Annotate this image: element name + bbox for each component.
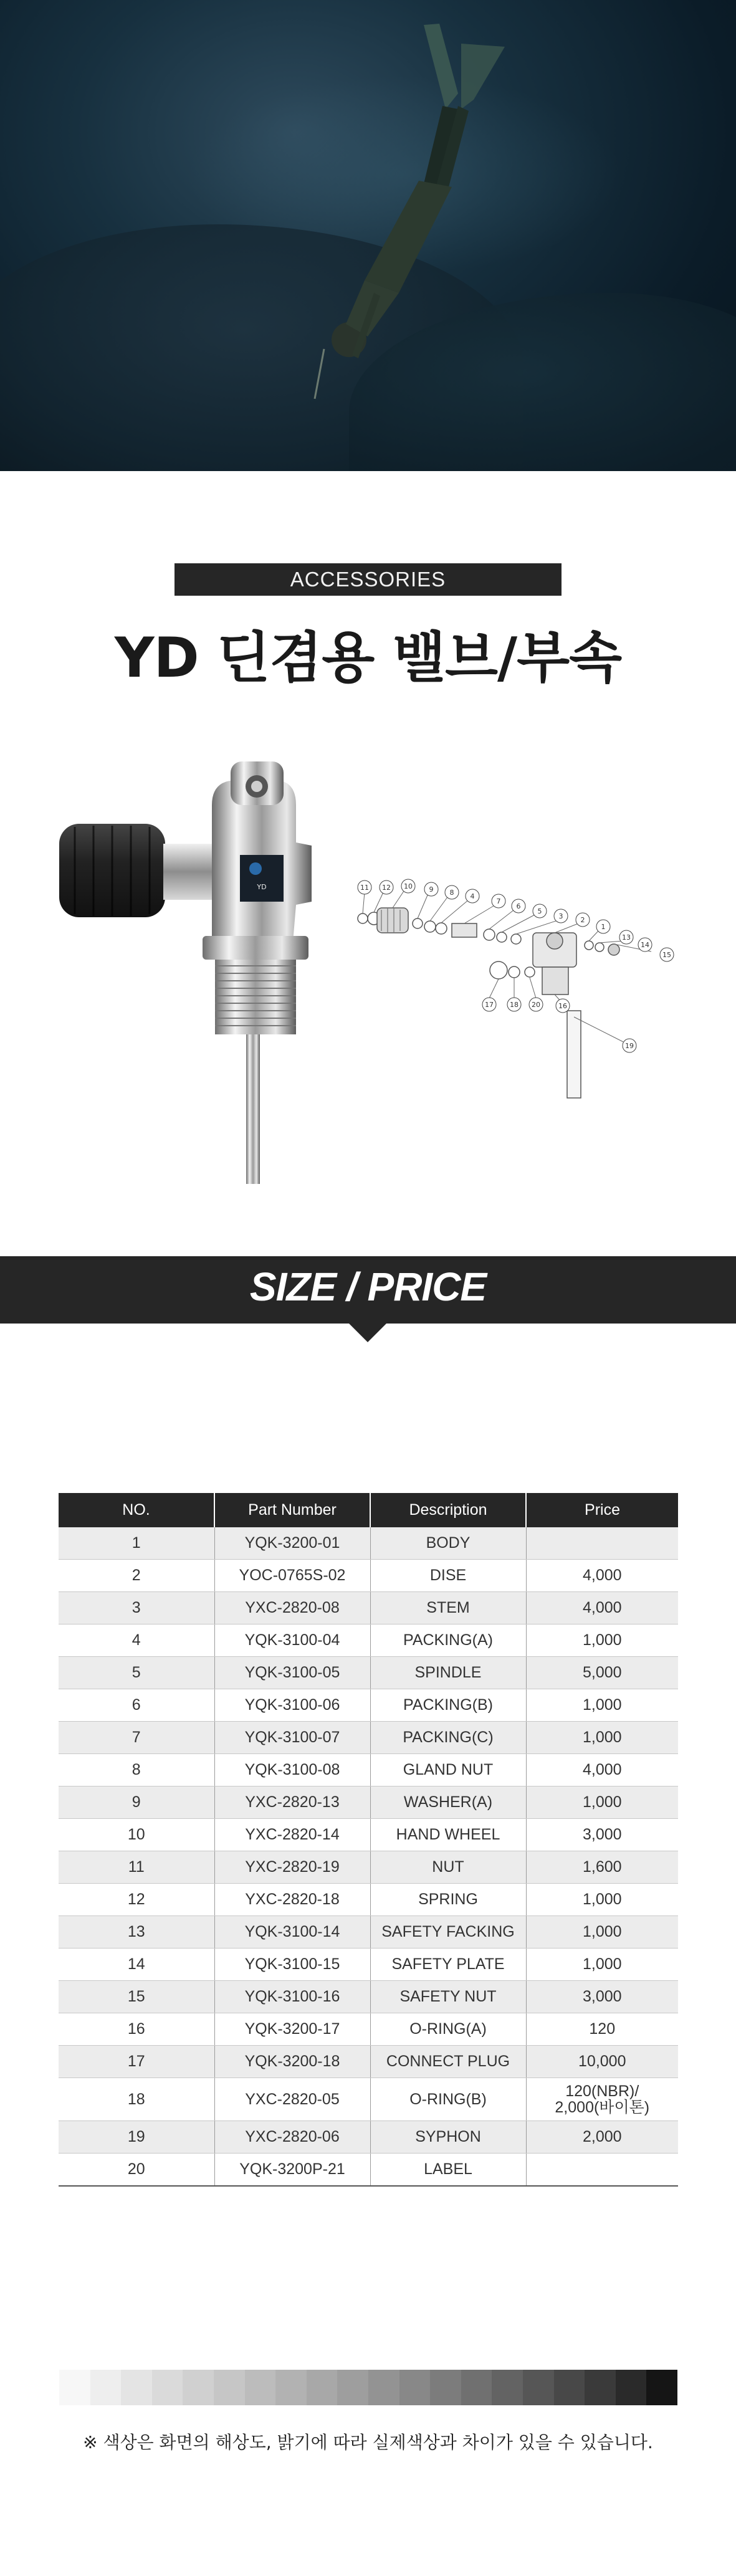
- cell-part: YQK-3100-14: [214, 1916, 370, 1949]
- gray-swatch: [523, 2370, 554, 2405]
- svg-text:13: 13: [622, 933, 631, 942]
- gray-swatch: [492, 2370, 523, 2405]
- cell-price: 1,000: [526, 1624, 678, 1657]
- svg-text:20: 20: [532, 1001, 540, 1009]
- column-header-part-number: Part Number: [214, 1493, 370, 1527]
- cell-desc: GLAND NUT: [370, 1754, 526, 1787]
- cell-part: YXC-2820-06: [214, 2121, 370, 2154]
- cell-part: YQK-3200-17: [214, 2013, 370, 2046]
- cell-desc: SAFETY NUT: [370, 1981, 526, 2013]
- cell-no: 10: [59, 1819, 214, 1851]
- cell-desc: O-RING(B): [370, 2078, 526, 2121]
- cell-price: [526, 1527, 678, 1560]
- cell-price: 4,000: [526, 1560, 678, 1592]
- cell-price-line1: 120(NBR)/: [565, 2082, 639, 2100]
- gray-swatch: [307, 2370, 338, 2405]
- page-title: YD 딘겸용 밸브/부속: [114, 626, 622, 690]
- gray-swatch: [430, 2370, 461, 2405]
- cell-desc: CONNECT PLUG: [370, 2046, 526, 2078]
- cell-desc: SPINDLE: [370, 1657, 526, 1689]
- table-row: [59, 1949, 678, 1981]
- cell-price: [526, 2078, 678, 2121]
- cell-no: 9: [59, 1787, 214, 1819]
- section-title: SIZE / PRICE: [249, 1264, 487, 1309]
- gray-swatch: [121, 2370, 152, 2405]
- table-row: [59, 1527, 678, 1560]
- svg-text:4: 4: [470, 892, 475, 900]
- cell-part: YXC-2820-14: [214, 1819, 370, 1851]
- cell-desc: PACKING(A): [370, 1624, 526, 1657]
- cell-desc: NUT: [370, 1851, 526, 1884]
- table-row: [59, 1689, 678, 1722]
- svg-text:7: 7: [496, 897, 501, 905]
- cell-no: 17: [59, 2046, 214, 2078]
- table-row: [59, 1787, 678, 1819]
- cell-part: YQK-3100-15: [214, 1949, 370, 1981]
- cell-part: YQK-3100-08: [214, 1754, 370, 1787]
- cell-part: YXC-2820-13: [214, 1787, 370, 1819]
- cell-no: 1: [59, 1527, 214, 1560]
- gray-swatch: [337, 2370, 368, 2405]
- table-row: [59, 2013, 678, 2046]
- svg-text:8: 8: [449, 889, 454, 897]
- cell-price: 4,000: [526, 1754, 678, 1787]
- table-row: [59, 1981, 678, 2013]
- cell-no: 3: [59, 1592, 214, 1624]
- gray-swatch: [245, 2370, 276, 2405]
- table-row: [59, 2046, 678, 2078]
- cell-no: 11: [59, 1851, 214, 1884]
- cell-desc: WASHER(A): [370, 1787, 526, 1819]
- cell-price: 1,000: [526, 1949, 678, 1981]
- gray-swatch: [90, 2370, 122, 2405]
- cell-part: YQK-3200-01: [214, 1527, 370, 1560]
- svg-text:12: 12: [382, 884, 391, 892]
- cell-price: 10,000: [526, 2046, 678, 2078]
- cell-desc: LABEL: [370, 2154, 526, 2187]
- svg-text:6: 6: [516, 902, 521, 910]
- cell-price: 120: [526, 2013, 678, 2046]
- table-header-row: [59, 1493, 678, 1527]
- svg-text:15: 15: [662, 951, 671, 959]
- table-row: [59, 1819, 678, 1851]
- cell-no: 4: [59, 1624, 214, 1657]
- cell-desc: O-RING(A): [370, 2013, 526, 2046]
- valve-label-text: YD: [257, 883, 267, 891]
- cell-price: 1,000: [526, 1916, 678, 1949]
- table-row: [59, 1916, 678, 1949]
- gray-swatch: [214, 2370, 245, 2405]
- cell-no: 15: [59, 1981, 214, 2013]
- cell-part: YQK-3100-04: [214, 1624, 370, 1657]
- cell-price: 1,000: [526, 1722, 678, 1754]
- price-table: [59, 1493, 678, 2187]
- gray-swatch: [59, 2370, 90, 2405]
- cell-part: YQK-3100-07: [214, 1722, 370, 1754]
- cell-desc: PACKING(B): [370, 1689, 526, 1722]
- cell-desc: PACKING(C): [370, 1722, 526, 1754]
- cell-desc: SPRING: [370, 1884, 526, 1916]
- cell-desc: BODY: [370, 1527, 526, 1560]
- banner-arrow: [349, 1324, 386, 1342]
- svg-text:1: 1: [601, 923, 606, 931]
- gray-swatch: [183, 2370, 214, 2405]
- product-image-area: [0, 737, 736, 1210]
- cell-desc: DISE: [370, 1560, 526, 1592]
- cell-no: 8: [59, 1754, 214, 1787]
- svg-text:19: 19: [625, 1042, 634, 1050]
- column-header-price: Price: [526, 1493, 678, 1527]
- svg-text:2: 2: [580, 916, 585, 924]
- gray-swatch: [399, 2370, 431, 2405]
- cell-part: YOC-0765S-02: [214, 1560, 370, 1592]
- cell-price: 4,000: [526, 1592, 678, 1624]
- cell-no: 6: [59, 1689, 214, 1722]
- gray-swatch: [646, 2370, 677, 2405]
- cell-part: YQK-3100-05: [214, 1657, 370, 1689]
- table-row: [59, 1851, 678, 1884]
- column-header-description: Description: [370, 1493, 526, 1527]
- cell-no: 2: [59, 1560, 214, 1592]
- size-price-banner: [0, 1256, 736, 1324]
- cell-price: 3,000: [526, 1819, 678, 1851]
- cell-no: 16: [59, 2013, 214, 2046]
- cell-desc: SAFETY PLATE: [370, 1949, 526, 1981]
- cell-part: YQK-3200-18: [214, 2046, 370, 2078]
- table-row: [59, 1754, 678, 1787]
- cell-price: 1,600: [526, 1851, 678, 1884]
- cell-price: 3,000: [526, 1981, 678, 2013]
- svg-text:9: 9: [429, 885, 434, 894]
- gray-swatch: [616, 2370, 647, 2405]
- svg-text:14: 14: [641, 941, 649, 949]
- category-badge: ACCESSORIES: [174, 563, 562, 596]
- table-row: [59, 2121, 678, 2154]
- table-row: [59, 2078, 678, 2121]
- exploded-parts-diagram: [358, 879, 674, 1098]
- cell-desc: SYPHON: [370, 2121, 526, 2154]
- cell-desc: SAFETY FACKING: [370, 1916, 526, 1949]
- cell-no: 18: [59, 2078, 214, 2121]
- valve-product-illustration: [0, 737, 736, 1210]
- gray-swatch: [554, 2370, 585, 2405]
- gray-swatch: [152, 2370, 183, 2405]
- cell-no: 20: [59, 2154, 214, 2187]
- color-gradient-scale: [59, 2370, 677, 2405]
- svg-text:10: 10: [404, 882, 413, 890]
- table-row: [59, 1722, 678, 1754]
- color-notice: ※ 색상은 화면의 해상도, 밝기에 따라 실제색상과 차이가 있을 수 있습니다.: [83, 2432, 653, 2453]
- gray-swatch: [275, 2370, 307, 2405]
- cell-part: YXC-2820-05: [214, 2078, 370, 2121]
- cell-no: 5: [59, 1657, 214, 1689]
- gray-swatch: [461, 2370, 492, 2405]
- table-row: [59, 1624, 678, 1657]
- cell-price: 1,000: [526, 1689, 678, 1722]
- cell-part: YQK-3100-06: [214, 1689, 370, 1722]
- table-row: [59, 1884, 678, 1916]
- cell-price: 1,000: [526, 1884, 678, 1916]
- cell-part: YXC-2820-19: [214, 1851, 370, 1884]
- cell-no: 19: [59, 2121, 214, 2154]
- table-row: [59, 1592, 678, 1624]
- freediver-illustration: [0, 0, 736, 471]
- svg-text:3: 3: [558, 912, 563, 920]
- svg-text:5: 5: [537, 907, 542, 915]
- table-row: [59, 2154, 678, 2187]
- table-row: [59, 1560, 678, 1592]
- cell-price: 1,000: [526, 1787, 678, 1819]
- cell-no: 14: [59, 1949, 214, 1981]
- table-row: [59, 1657, 678, 1689]
- cell-price: 2,000: [526, 2121, 678, 2154]
- cell-desc: STEM: [370, 1592, 526, 1624]
- gray-swatch: [585, 2370, 616, 2405]
- cell-desc: HAND WHEEL: [370, 1819, 526, 1851]
- cell-part: YQK-3200P-21: [214, 2154, 370, 2187]
- svg-text:16: 16: [558, 1002, 567, 1010]
- cell-no: 12: [59, 1884, 214, 1916]
- cell-part: YXC-2820-18: [214, 1884, 370, 1916]
- cell-price: [526, 2154, 678, 2187]
- cell-part: YQK-3100-16: [214, 1981, 370, 2013]
- cell-price-line2: 2,000(바이톤): [555, 2099, 650, 2116]
- svg-text:17: 17: [485, 1001, 494, 1009]
- cell-no: 13: [59, 1916, 214, 1949]
- gray-swatch: [368, 2370, 399, 2405]
- svg-text:11: 11: [360, 884, 369, 892]
- cell-part: YXC-2820-08: [214, 1592, 370, 1624]
- cell-price: 5,000: [526, 1657, 678, 1689]
- svg-text:18: 18: [510, 1001, 519, 1009]
- cell-no: 7: [59, 1722, 214, 1754]
- column-header-no: NO.: [59, 1493, 214, 1527]
- hero-underwater-photo: [0, 0, 736, 471]
